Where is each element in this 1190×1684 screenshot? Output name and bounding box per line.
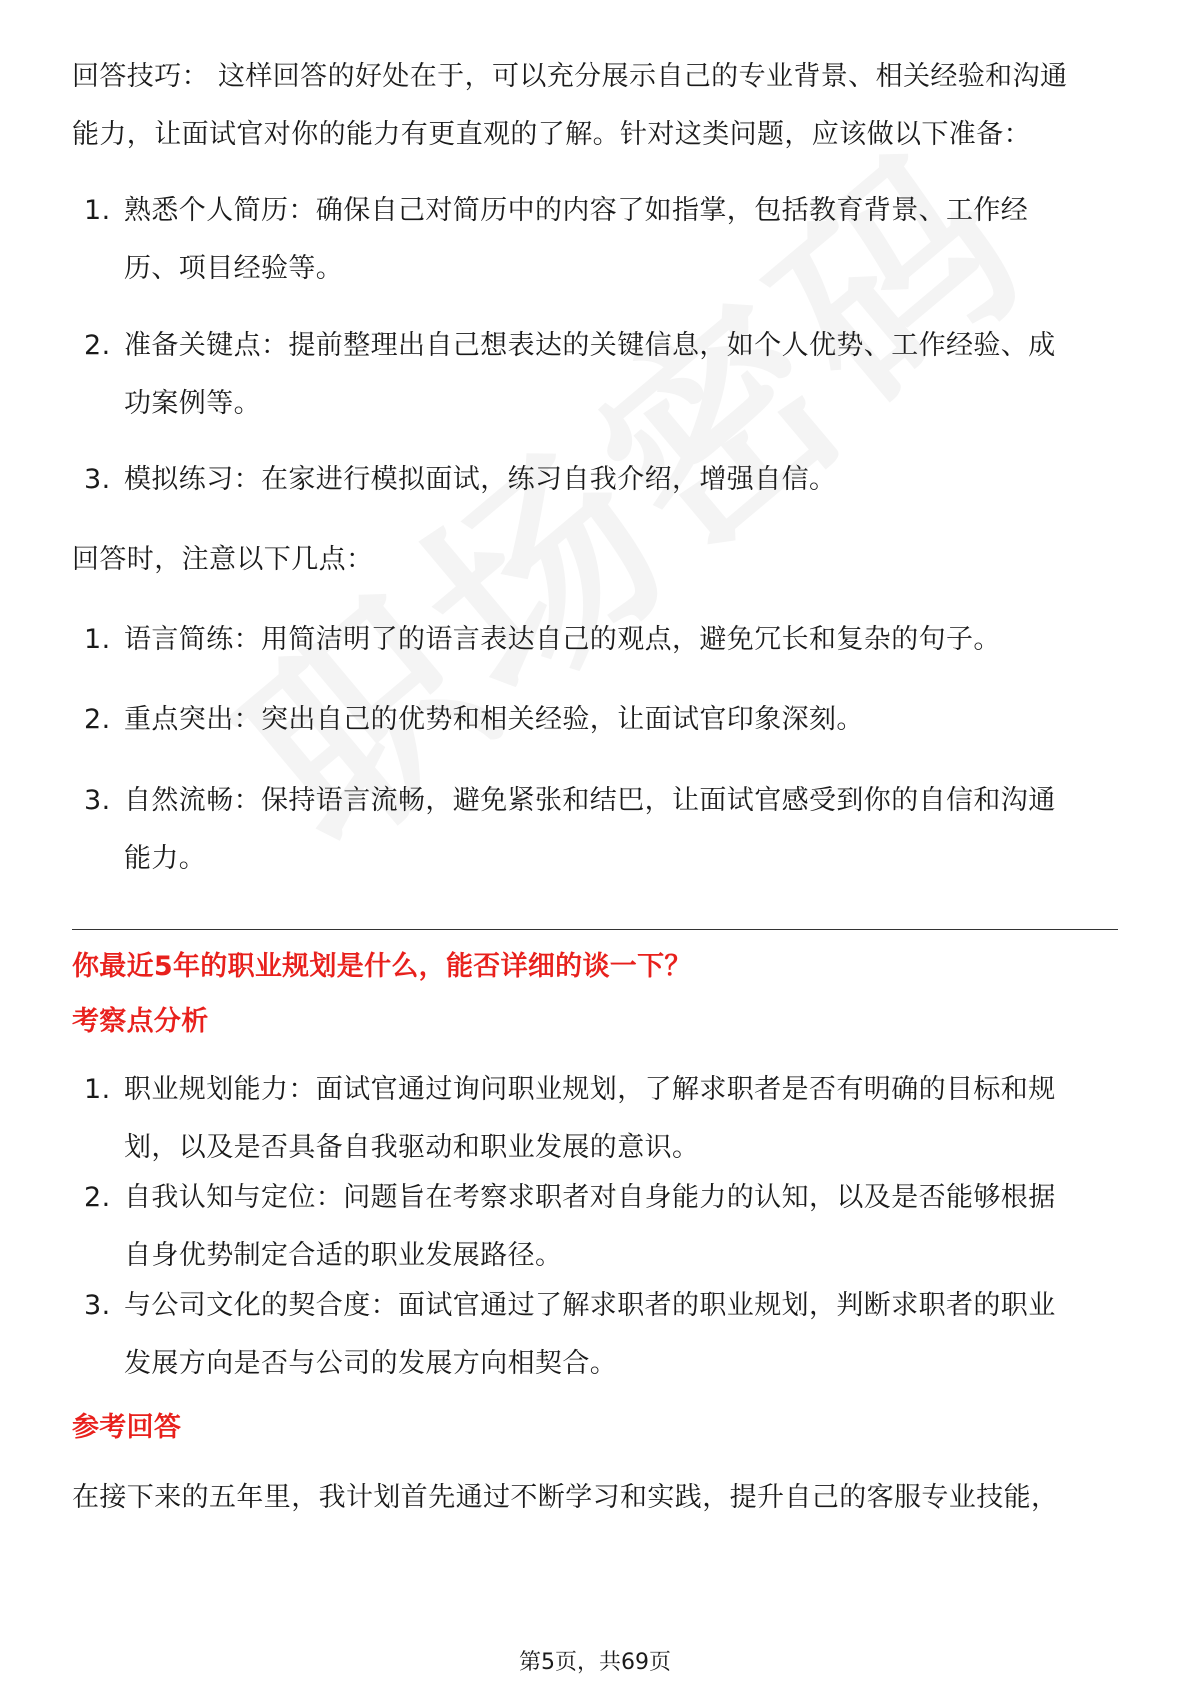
list-number: 3.: [84, 1290, 111, 1321]
list-text: 自我认知与定位：问题旨在考察求职者对自身能力的认知，以及是否能够根据 自身优势制定合适的职业发展路径。: [124, 1182, 1056, 1271]
list-text: 与公司文化的契合度：面试官通过了解求职者的职业规划，判断求职者的职业 发展方向是否与公司的发展方向相契合。: [124, 1290, 1056, 1379]
document-page: [72, 0, 1118, 1684]
question-heading: 你最近5年的职业规划是什么，能否详细的谈一下？: [72, 951, 692, 982]
list-number: 2.: [84, 330, 111, 361]
list-number: 1.: [84, 1074, 111, 1105]
list-text: 自然流畅：保持语言流畅，避免紧张和结巴，让面试官感受到你的自信和沟通 能力。: [124, 785, 1056, 874]
prep-list-item: [72, 317, 1118, 433]
prep-list-item: [72, 182, 1118, 298]
note-list-item: [72, 772, 1118, 888]
list-text: 熟悉个人简历：确保自己对简历中的内容了如指掌，包括教育背景、工作经 历、项目经验等。: [124, 195, 1029, 284]
list-number: 3.: [84, 464, 111, 495]
prep-list-item: [72, 451, 1118, 509]
reference-heading: 参考回答: [72, 1412, 182, 1443]
analysis-heading: 考察点分析: [72, 1006, 209, 1037]
list-text: 模拟练习：在家进行模拟面试，练习自我介绍，增强自信。: [124, 464, 837, 495]
list-number: 2.: [84, 704, 111, 735]
analysis-list-item: [72, 1061, 1118, 1177]
intro-line-1: 回答技巧： 这样回答的好处在于，可以充分展示自己的专业背景、相关经验和沟通: [72, 61, 1068, 92]
page-number-footer: 第5页，共69页: [519, 1650, 671, 1675]
list-text: 语言简练：用简洁明了的语言表达自己的观点，避免冗长和复杂的句子。: [124, 624, 1001, 655]
intro-paragraph: [72, 48, 1118, 164]
note-list-item: [72, 611, 1118, 669]
list-number: 2.: [84, 1182, 111, 1213]
intro-line-2: 能力，让面试官对你的能力有更直观的了解。针对这类问题，应该做以下准备：: [72, 119, 1031, 150]
note-list-item: [72, 691, 1118, 749]
analysis-list-item: [72, 1169, 1118, 1285]
section-divider: [72, 929, 1118, 930]
analysis-list-item: [72, 1277, 1118, 1393]
list-text: 职业规划能力：面试官通过询问职业规划，了解求职者是否有明确的目标和规 划，以及是否具备自我驱动和职业发展的意识。: [124, 1074, 1056, 1163]
list-text: 重点突出：突出自己的优势和相关经验，让面试官印象深刻。: [124, 704, 864, 735]
list-number: 1.: [84, 195, 111, 226]
list-text: 准备关键点：提前整理出自己想表达的关键信息，如个人优势、工作经验、成 功案例等。: [124, 330, 1056, 419]
notes-title: 回答时，注意以下几点：: [72, 544, 374, 575]
list-number: 3.: [84, 785, 111, 816]
reference-paragraph: 在接下来的五年里，我计划首先通过不断学习和实践，提升自己的客服专业技能，: [72, 1482, 1059, 1513]
list-number: 1.: [84, 624, 111, 655]
